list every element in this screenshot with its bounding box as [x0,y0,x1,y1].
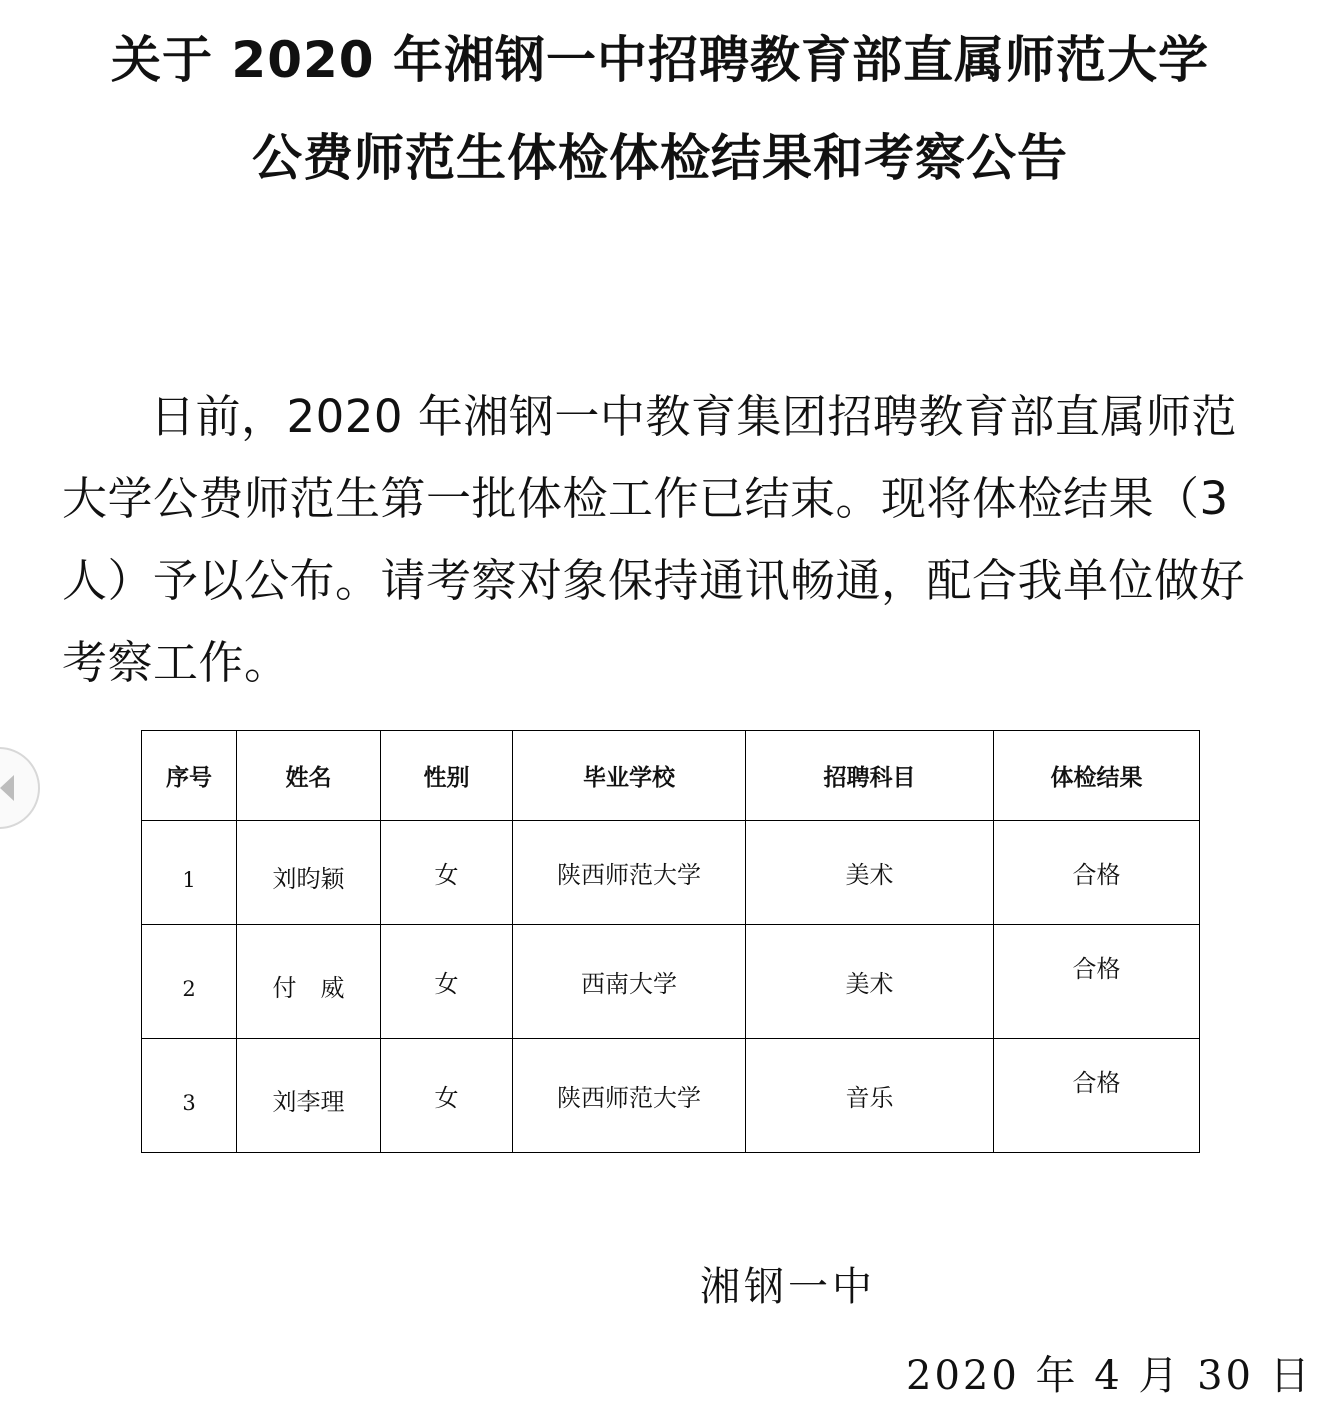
header-subject: 招聘科目 [746,731,994,821]
side-page-tab[interactable] [0,747,40,829]
page-title-line-2: 公费师范生体检体检结果和考察公告 [252,129,1068,187]
cell-name: 刘昀颖 [237,821,381,925]
header-name: 姓名 [237,731,381,821]
signature-organization: 湘钢一中 [700,1264,876,1310]
signature-date: 2020 年 4 月 30 日 [906,1353,1313,1399]
table-row [142,925,1200,1039]
cell-index: 3 [142,1039,237,1153]
header-school: 毕业学校 [513,731,746,821]
results-table [141,730,1200,1153]
cell-gender: 女 [381,1039,513,1153]
table-row [142,1039,1200,1153]
table-header-row [142,731,1200,821]
cell-subject: 美术 [746,821,994,925]
cell-result: 合格 [994,1039,1200,1153]
header-result: 体检结果 [994,731,1200,821]
table-row [142,821,1200,925]
chevron-left-icon [0,775,14,801]
cell-subject: 美术 [746,925,994,1039]
cell-gender: 女 [381,925,513,1039]
cell-index: 1 [142,821,237,925]
cell-index: 2 [142,925,237,1039]
cell-result: 合格 [994,821,1200,925]
cell-name: 刘李理 [237,1039,381,1153]
cell-school: 陕西师范大学 [513,1039,746,1153]
header-index: 序号 [142,731,237,821]
announcement-body: 日前，2020 年湘钢一中教育集团招聘教育部直属师范大学公费师范生第一批体检工作已结束。现将体检结果（3 人）予以公布。请考察对象保持通讯畅通，配合我单位做好考察工作。 [62,390,1246,689]
cell-school: 陕西师范大学 [513,821,746,925]
cell-name: 付 威 [237,925,381,1039]
cell-subject: 音乐 [746,1039,994,1153]
cell-result: 合格 [994,925,1200,1039]
page-title-line-1: 关于 2020 年湘钢一中招聘教育部直属师范大学 [111,31,1209,89]
cell-gender: 女 [381,821,513,925]
cell-school: 西南大学 [513,925,746,1039]
header-gender: 性别 [381,731,513,821]
